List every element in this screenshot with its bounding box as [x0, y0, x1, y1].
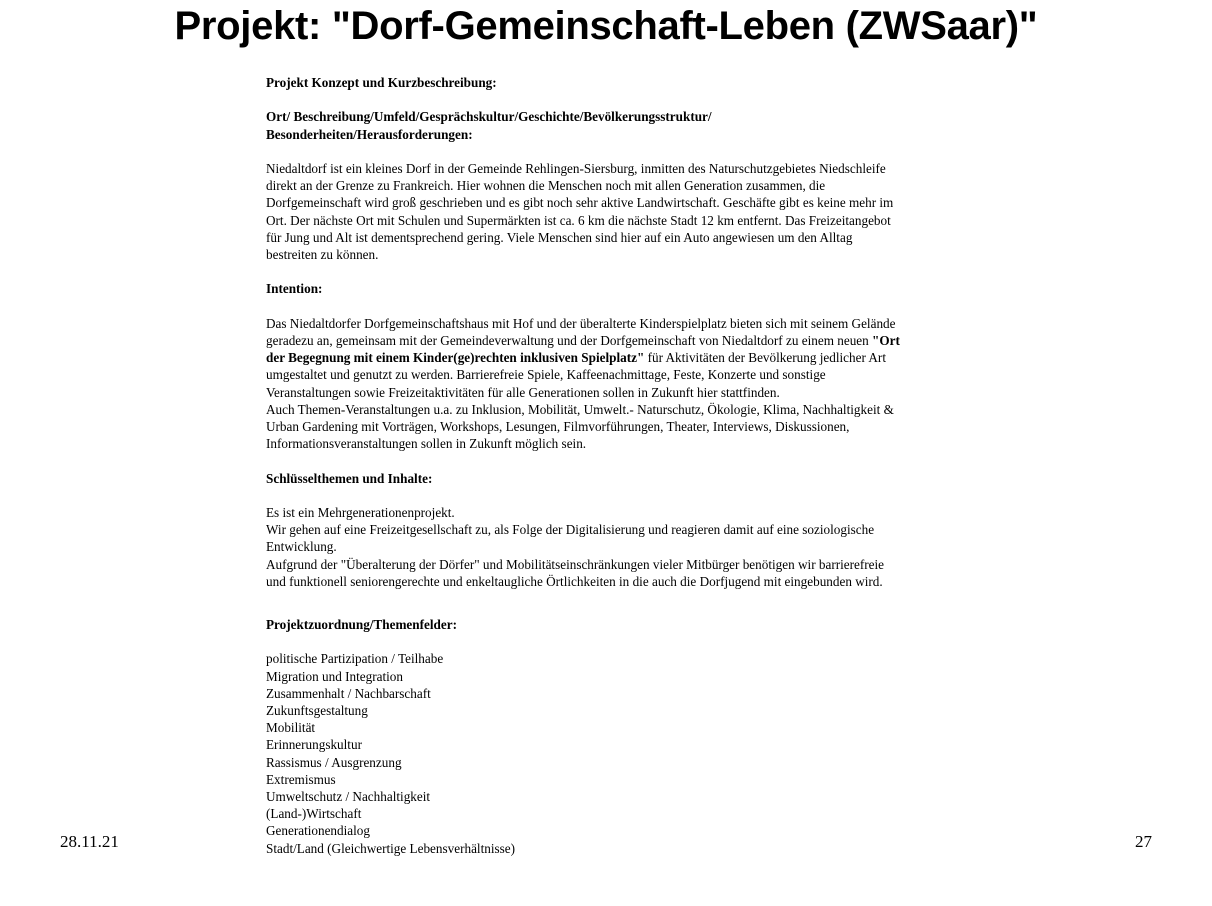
- text-line: Es ist ein Mehrgenerationenprojekt.: [266, 504, 455, 520]
- list-item: politische Partizipation / Teilhabe: [266, 651, 444, 667]
- text-line: Entwicklung.: [266, 539, 337, 555]
- text-line: umgestaltet und genutzt zu werden. Barrierefreie Spiele, Kaffeenachmittage, Feste, Konzerte und sonstige: [266, 367, 826, 383]
- list-item: Stadt/Land (Gleichwertige Lebensverhältnisse): [266, 840, 516, 856]
- intention-paragraph: [266, 315, 986, 453]
- list-item: Mobilität: [266, 720, 316, 736]
- text-line: [266, 332, 986, 349]
- list-item: Zukunftsgestaltung: [266, 703, 368, 718]
- text-run: geradezu an, gemeinsam mit der Gemeindeverwaltung und der Dorfgemeinschaft von Niedaltdorf zu einem neuen: [266, 332, 873, 348]
- list-item: Migration und Integration: [266, 668, 403, 684]
- document-page: [266, 74, 986, 857]
- text-line: für Jung und Alt ist dementsprechend gering. Viele Menschen sind hier auf ein Auto angewiesen um den Alltag: [266, 229, 853, 245]
- heading-ort-line-1: Ort/ Beschreibung/Umfeld/Gesprächskultur/Geschichte/Bevölkerungsstruktur/: [266, 109, 712, 125]
- text-line: Informationsveranstaltungen sollen in Zukunft möglich sein.: [266, 436, 587, 452]
- text-line: Urban Gardening mit Vorträgen, Workshops, Lesungen, Filmvorführungen, Theater, Interviews, Diskussionen,: [266, 419, 850, 434]
- heading-projekt-konzept: Projekt Konzept und Kurzbeschreibung:: [266, 75, 497, 90]
- heading-projektzuordnung: Projektzuordnung/Themenfelder:: [266, 617, 457, 632]
- footer-date: 28.11.21: [60, 832, 119, 851]
- slide-title: Projekt: "Dorf-Gemeinschaft-Leben (ZWSaar)": [174, 4, 1038, 48]
- footer-page-number: 27: [1135, 832, 1152, 851]
- text-line: Ort. Der nächste Ort mit Schulen und Supermärkten ist ca. 6 km die nächste Stadt 12 km entfernt. Das Freizeitangebot: [266, 212, 891, 228]
- highlight-ort-begegnung: "Ort: [872, 332, 900, 348]
- list-item: Zusammenhalt / Nachbarschaft: [266, 685, 431, 701]
- heading-ort-line-2: Besonderheiten/Herausforderungen:: [266, 126, 473, 142]
- heading-intention: Intention:: [266, 281, 323, 297]
- text-line: [266, 349, 986, 366]
- text-line: Das Niedaltdorfer Dorfgemeinschaftshaus mit Hof und der überalterte Kinderspielplatz bieten sich mit seinem Gelände: [266, 315, 896, 331]
- text-line: Veranstaltungen sowie Freizeitaktivitäten für alle Generationen sollen in Zukunft hier stattfinden.: [266, 384, 780, 400]
- text-line: Auch Themen-Veranstaltungen u.a. zu Inklusion, Mobilität, Umwelt.- Naturschutz, Ökologie, Klima, Nachhaltigkeit &: [266, 401, 894, 417]
- highlight-ort-begegnung: der Begegnung mit einem Kinder(ge)rechten inklusiven Spielplatz": [266, 350, 645, 366]
- text-line: und funktionell seniorengerechte und enkeltaugliche Örtlichkeiten in die auch die Dorfjugend mit eingebunden wird.: [266, 573, 883, 589]
- themen-paragraph: [266, 504, 986, 590]
- list-item: (Land-)Wirtschaft: [266, 806, 362, 822]
- heading-schluesselthemen: Schlüsselthemen und Inhalte:: [266, 470, 433, 486]
- text-line: bestreiten zu können.: [266, 247, 379, 262]
- list-item: Umweltschutz / Nachhaltigkeit: [266, 789, 431, 805]
- list-item: Erinnerungskultur: [266, 737, 362, 753]
- text-line: Niedaltdorf ist ein kleines Dorf in der Gemeinde Rehlingen-Siersburg, inmitten des Naturschutzgebietes Niedschleife: [266, 160, 886, 176]
- themenfelder-list: [266, 650, 986, 856]
- list-item: Generationendialog: [266, 823, 370, 839]
- text-run: für Aktivitäten der Bevölkerung jedlicher Art: [644, 350, 886, 366]
- text-line: Aufgrund der "Überalterung der Dörfer" und Mobilitätseinschränkungen vieler Mitbürger benötigen wir barrierefreie: [266, 556, 885, 572]
- text-line: direkt an der Grenze zu Frankreich. Hier wohnen die Menschen noch mit allen Generation zusammen, die: [266, 178, 826, 194]
- ort-paragraph: [266, 160, 986, 263]
- text-line: Wir gehen auf eine Freizeitgesellschaft zu, als Folge der Digitalisierung und reagieren damit auf eine soziologische: [266, 522, 875, 538]
- text-line: Dorfgemeinschaft wird groß geschrieben und es gibt noch sehr aktive Landwirtschaft. Geschäfte gibt es keine mehr im: [266, 195, 894, 211]
- list-item: Extremismus: [266, 771, 336, 787]
- list-item: Rassismus / Ausgrenzung: [266, 754, 402, 770]
